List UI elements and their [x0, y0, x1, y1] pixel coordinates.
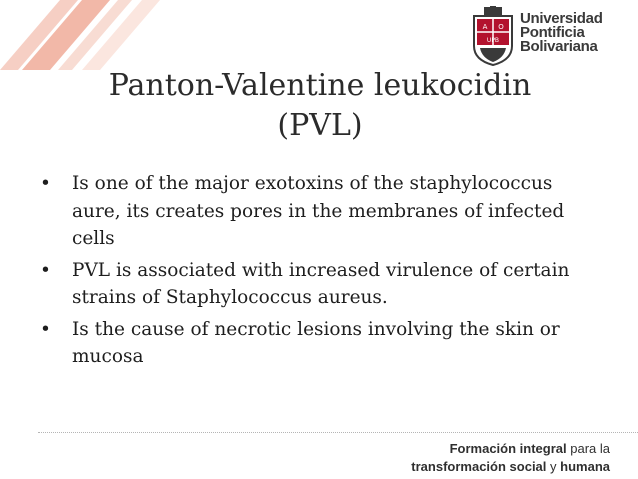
bullet-text: Is one of the major exotoxins of the staphylococcus aure, its creates pores in the membranes of infected cells [72, 173, 565, 249]
bullet-list [40, 170, 580, 375]
bullet-icon: • [40, 318, 51, 340]
slogan-bold-1: Formación integral [449, 441, 567, 456]
svg-text:O: O [498, 23, 504, 31]
slide-title [40, 66, 600, 146]
bullet-icon: • [40, 173, 51, 194]
logo-wordmark [520, 12, 630, 54]
slogan-bold-3: humana [560, 459, 610, 474]
bullet-item [40, 316, 580, 371]
footer-divider [38, 432, 638, 433]
logo-line-2: Pontificia [520, 24, 585, 41]
bullet-item [40, 170, 580, 253]
slogan-bold-2: transformación social [411, 459, 547, 474]
svg-text:A: A [482, 23, 488, 31]
university-logo [470, 6, 630, 68]
title-line-1: Panton-Valentine leukocidin [108, 68, 532, 103]
slogan-light-1: para la [570, 441, 610, 456]
corner-decoration [0, 0, 170, 70]
slogan-light-2: y [550, 459, 557, 474]
bullet-item [40, 257, 580, 312]
svg-text:UPB: UPB [486, 37, 500, 44]
logo-line-3: Bolivariana [520, 38, 598, 55]
shield-icon [470, 6, 516, 66]
bullet-text: PVL is associated with increased virulence of certain strains of Staphylococcus aureus. [72, 259, 570, 308]
footer-slogan [411, 440, 610, 476]
title-line-2: (PVL) [277, 108, 363, 143]
bullet-text: Is the cause of necrotic lesions involving the skin or mucosa [72, 318, 560, 367]
logo-line-1: Universidad [520, 10, 603, 27]
bullet-icon: • [40, 259, 51, 281]
